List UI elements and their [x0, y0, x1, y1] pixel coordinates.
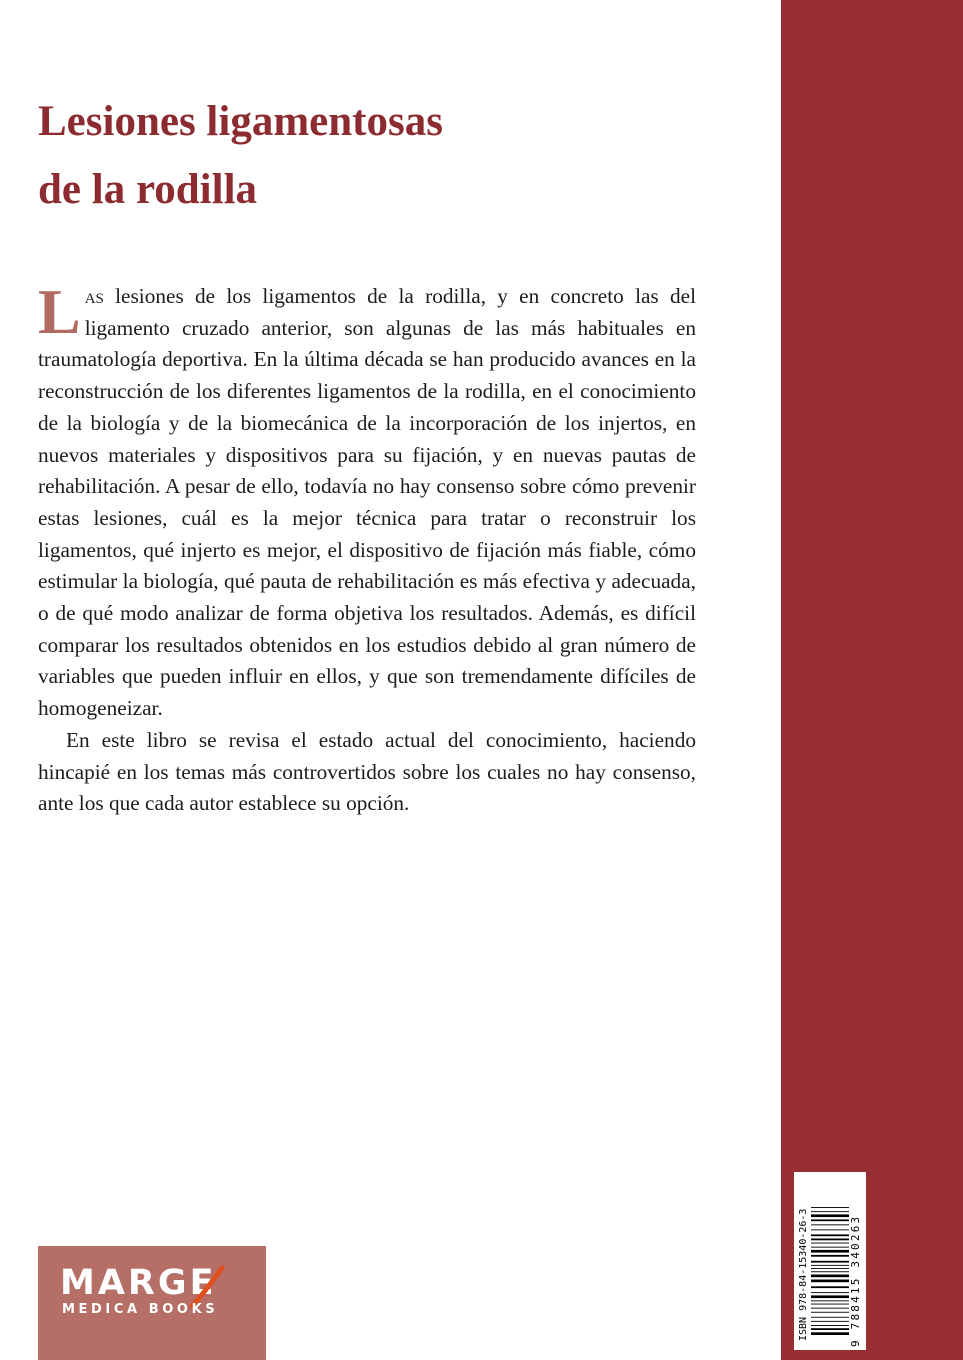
title-line-2: de la rodilla	[38, 166, 258, 213]
isbn-label: ISBN 978-84-15340-26-3	[798, 1208, 809, 1341]
isbn-barcode	[794, 1172, 866, 1350]
blurb-paragraph-2: En este libro se revisa el estado actual del conocimiento, haciendo hincapié en los temas más controvertidos sobre los cuales no hay consenso, ante los que cada autor establece su opción.	[38, 727, 696, 816]
barcode-bar	[811, 1275, 849, 1278]
barcode-bar	[811, 1234, 849, 1236]
back-cover-blurb	[38, 276, 696, 820]
barcode-bar	[811, 1328, 849, 1330]
blurb-paragraph-1	[38, 276, 696, 725]
barcode-bar	[811, 1321, 849, 1322]
barcode-bar	[811, 1261, 849, 1263]
barcode-bar	[811, 1247, 849, 1248]
barcode-bar	[811, 1308, 849, 1309]
logo-subtitle: MEDICA BOOKS	[62, 1302, 219, 1317]
book-title	[38, 88, 738, 224]
barcode-bar	[811, 1332, 849, 1335]
barcode-bar	[811, 1211, 849, 1212]
barcode-bar	[811, 1292, 849, 1293]
barcode-bar	[811, 1224, 849, 1225]
spine-color-band	[781, 0, 963, 1360]
barcode-bar	[811, 1286, 849, 1288]
barcode-bar	[811, 1229, 849, 1230]
barcode-bar	[811, 1280, 849, 1283]
barcode-bar	[811, 1312, 849, 1313]
barcode-bar	[811, 1239, 849, 1241]
barcode-bar	[811, 1207, 849, 1208]
barcode-bar	[811, 1219, 849, 1221]
barcode-bar	[811, 1250, 849, 1253]
paragraph-1-text: lesiones de los ligamentos de la rodilla, y en concreto las del ligamento cruzado anterior, son algunas de las más habituales en traumatología deportiva. En la última década se han producido avances en la reconstrucción de los diferentes ligamentos de la rodilla, en el conocimiento de la biología y de la biomecánica de la incorporación de los injertos, en nuevos materiales y dispositivos para su fijación, y en nuevas pautas de rehabilitación. A pesar de ello, todavía no hay consenso sobre cómo prevenir estas lesiones, cuál es la mejor técnica para tratar o reconstruir los ligamentos, qué injerto es mejor, el dispositivo de fijación más fiable, cómo estimular la biología, qué pauta de rehabilitación es más efectiva y adecuada, o de qué modo analizar de forma objetiva los resultados. Además, es difícil comparar los resultados obtenidos en los estudios debido al gran número de variables que pueden influir en ellos, y que son tremendamente difíciles de homogeneizar.	[38, 284, 696, 721]
barcode-bar	[811, 1317, 849, 1318]
barcode-bar	[811, 1255, 849, 1257]
barcode-bar	[811, 1243, 849, 1244]
barcode-bar	[811, 1300, 849, 1301]
title-line-1: Lesiones ligamentosas	[38, 98, 443, 145]
barcode-bar	[811, 1325, 849, 1326]
barcode-bar	[811, 1271, 849, 1272]
first-word-smallcaps: as	[84, 284, 104, 308]
barcode-bar	[811, 1304, 849, 1305]
barcode-bar	[811, 1265, 849, 1266]
logo-wordmark: MARGE	[60, 1263, 217, 1303]
ean-digits: 9 788415 340263	[849, 1214, 862, 1347]
barcode-rotated-group	[797, 1175, 863, 1347]
barcode-bar	[811, 1268, 849, 1269]
drop-cap: L	[38, 276, 81, 347]
barcode-bar	[811, 1214, 849, 1217]
barcode-bar	[811, 1295, 849, 1298]
barcode-bars	[811, 1181, 849, 1337]
publisher-logo	[38, 1246, 266, 1360]
